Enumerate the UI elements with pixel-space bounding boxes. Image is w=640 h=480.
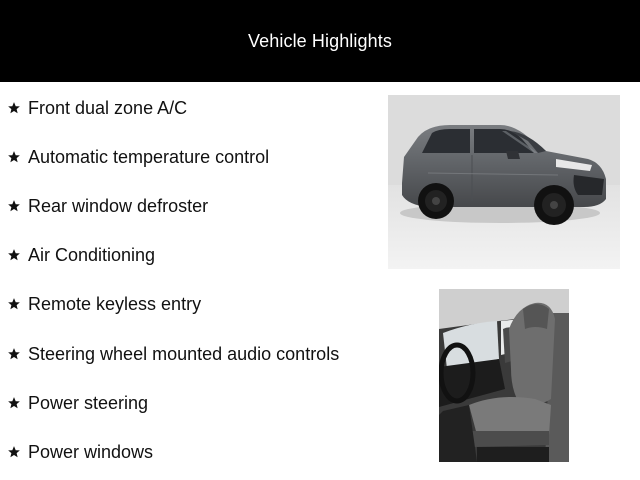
star-icon bbox=[7, 297, 21, 311]
list-item bbox=[7, 440, 153, 464]
list-item bbox=[7, 342, 339, 366]
star-icon bbox=[7, 445, 21, 459]
feature-label: Air Conditioning bbox=[28, 244, 156, 265]
vehicle-exterior-photo bbox=[388, 95, 620, 269]
list-item bbox=[7, 145, 269, 169]
star-icon bbox=[7, 396, 21, 410]
feature-label: Automatic temperature control bbox=[28, 146, 270, 167]
star-icon bbox=[7, 101, 21, 115]
list-item bbox=[7, 391, 148, 415]
list-item bbox=[7, 243, 155, 267]
feature-label: Rear window defroster bbox=[28, 195, 209, 216]
feature-label: Power windows bbox=[28, 441, 154, 462]
page-title: Vehicle Highlights bbox=[248, 30, 392, 51]
header-bar bbox=[0, 0, 640, 82]
star-icon bbox=[7, 199, 21, 213]
list-item bbox=[7, 96, 187, 120]
feature-label: Remote keyless entry bbox=[28, 293, 202, 314]
feature-label: Front dual zone A/C bbox=[28, 97, 188, 118]
list-item bbox=[7, 292, 201, 316]
feature-label: Steering wheel mounted audio controls bbox=[28, 343, 340, 364]
star-icon bbox=[7, 248, 21, 262]
vehicle-interior-photo bbox=[439, 289, 569, 462]
star-icon bbox=[7, 347, 21, 361]
feature-label: Power steering bbox=[28, 392, 149, 413]
star-icon bbox=[7, 150, 21, 164]
list-item bbox=[7, 194, 208, 218]
